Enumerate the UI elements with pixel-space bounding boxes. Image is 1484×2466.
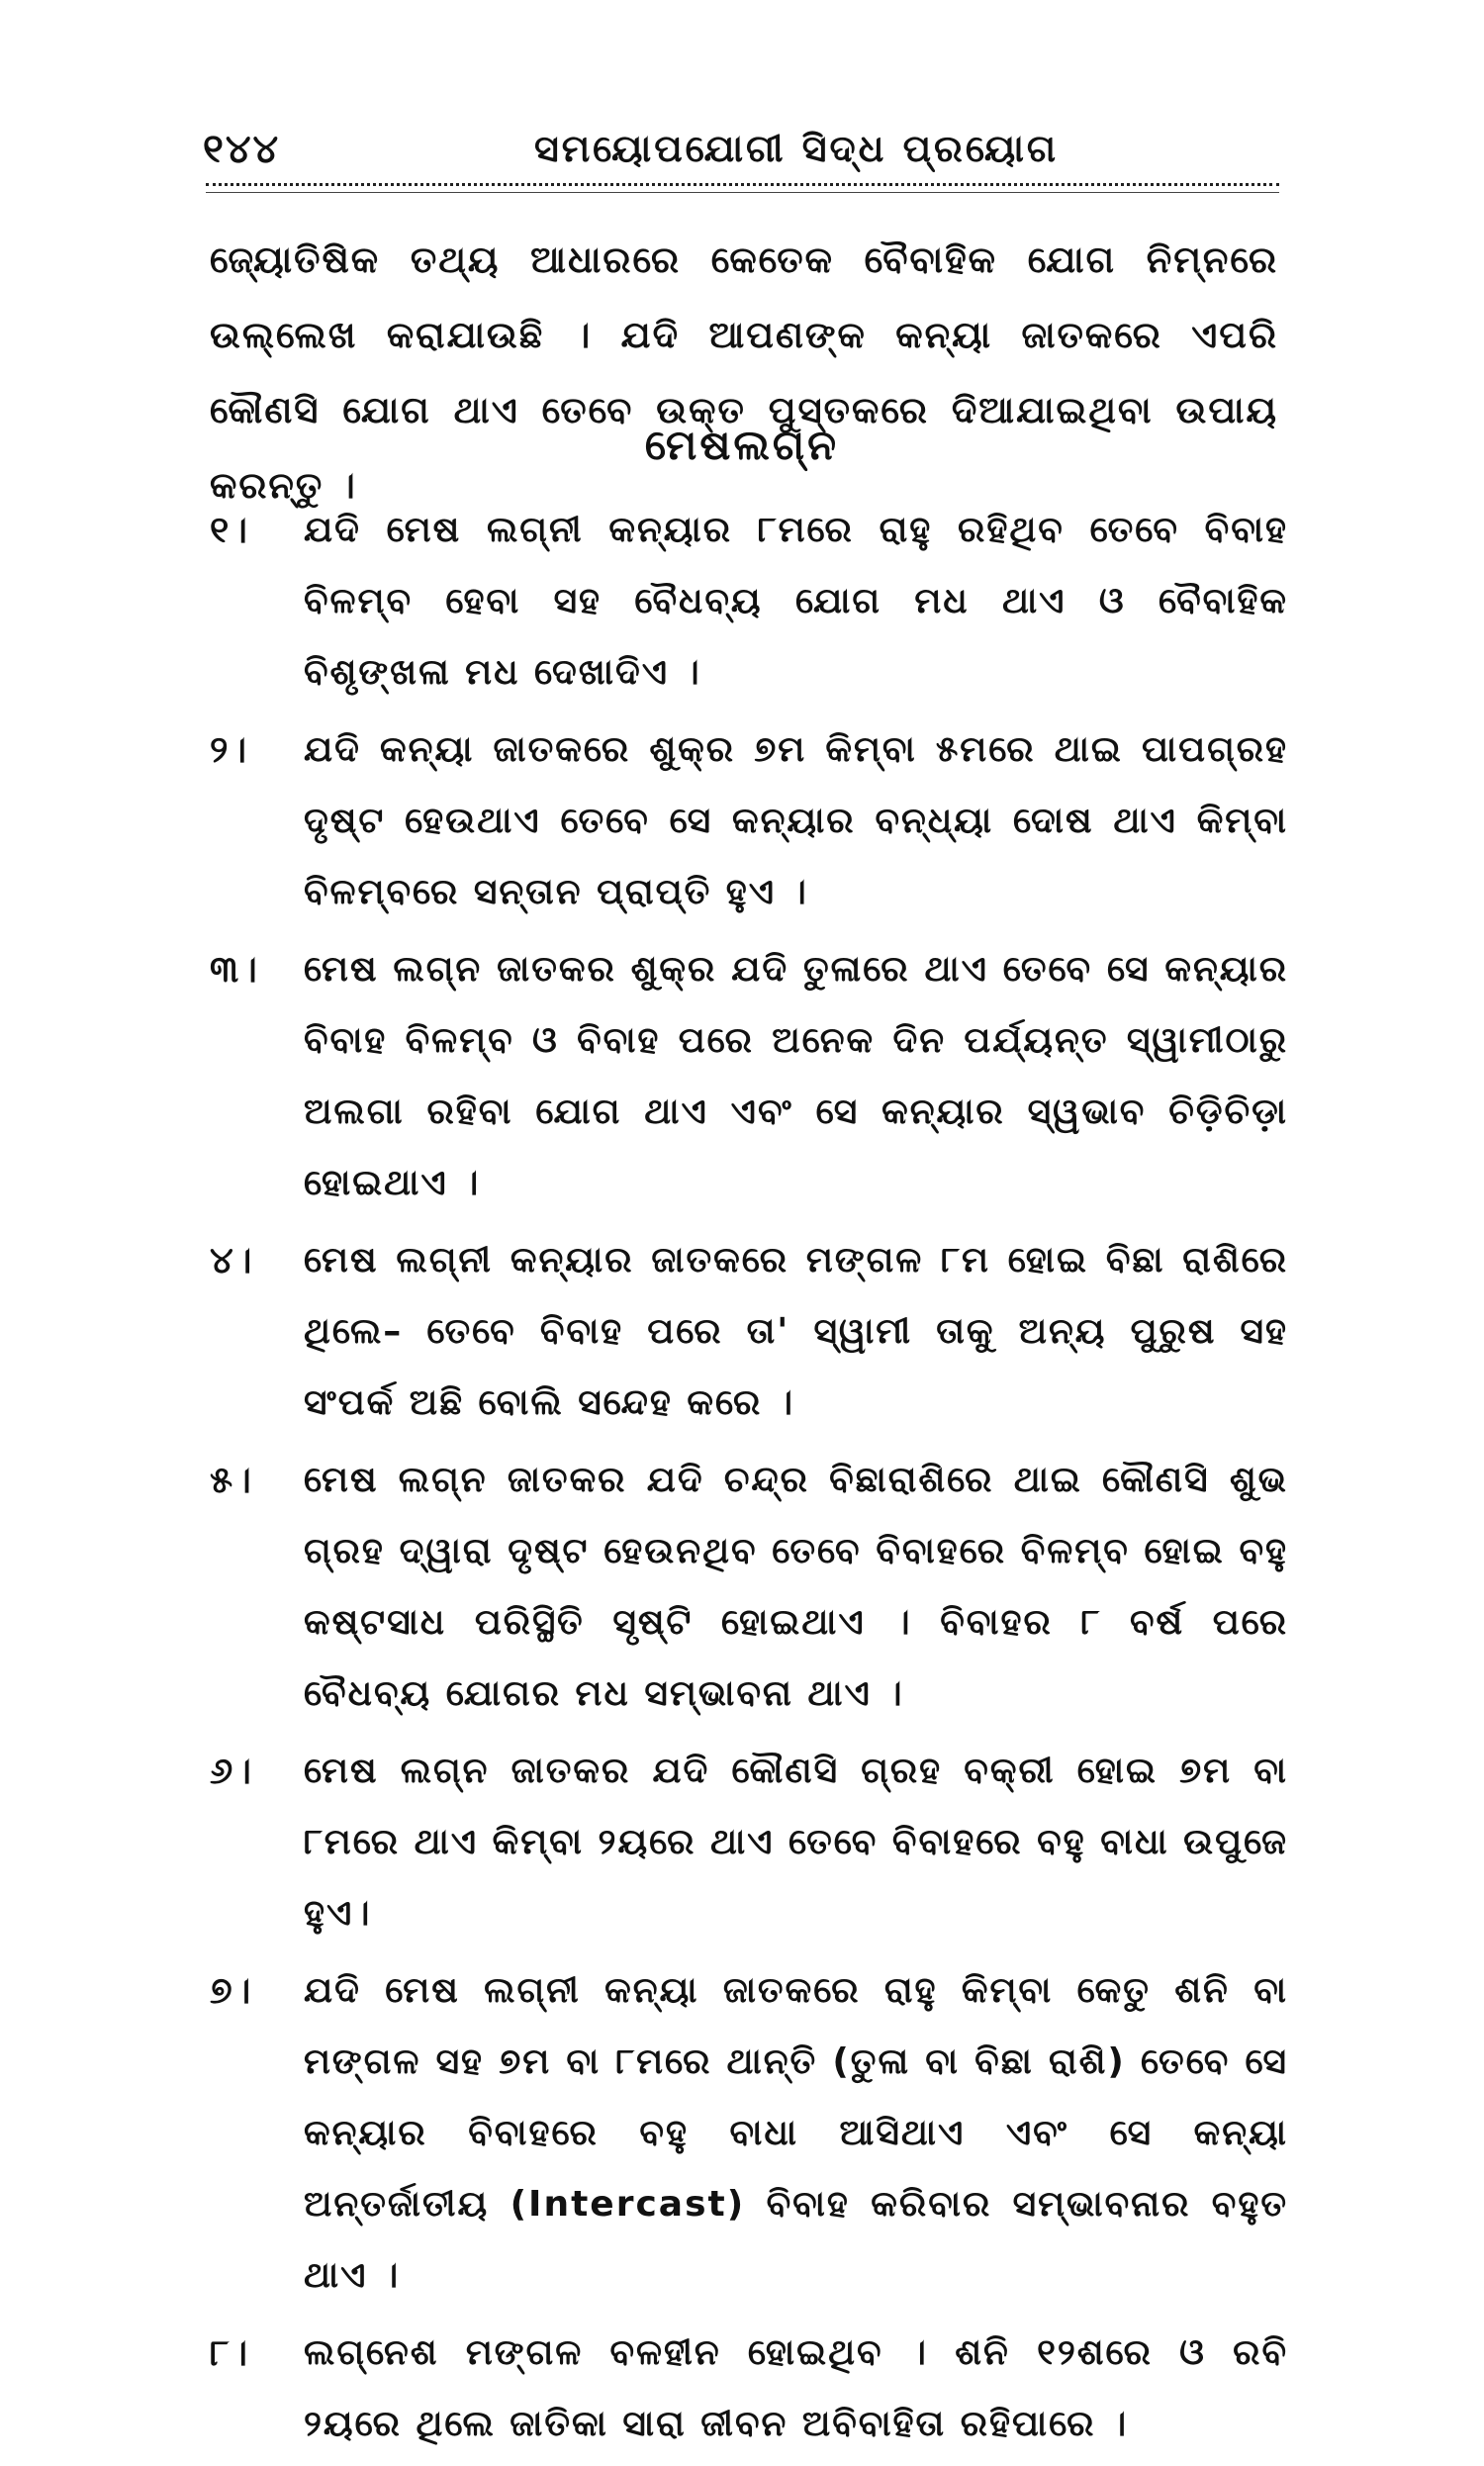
list-item	[210, 495, 1288, 709]
page-header	[203, 119, 1281, 178]
item-number: ୨।	[210, 728, 249, 771]
item-text: ମେଷ ଲଗ୍ନ ଜାତକର ଯଦି କୌଣସି ଗ୍ରହ ବକ୍ରୀ ହୋଇ ୭ମ ବା ୮ମରେ ଥାଏ କିମ୍ବା ୨ୟରେ ଥାଏ ତେବେ ବିବାହରେ ବହୁ ବାଧା ଉପୁଜେ ହୁଏ।	[304, 1751, 1288, 1934]
item-text: ଯଦି କନ୍ୟା ଜାତକରେ ଶୁକ୍ର ୭ମ କିମ୍ବା ୫ମରେ ଥାଇ ପାପଗ୍ରହ ଦୃଷ୍ଟ ହେଉଥାଏ ତେବେ ସେ କନ୍ୟାର ବନ୍ଧ୍ୟା ଦୋଷ ଥାଏ କିମ୍ବା ବିଳମ୍ବରେ ସନ୍ତାନ ପ୍ରାପ୍ତି ହୁଏ ।	[304, 729, 1288, 912]
item-text: ଯଦି ମେଷ ଲଗ୍ନୀ କନ୍ୟାର ୮ମରେ ରାହୁ ରହିଥିବ ତେବେ ବିବାହ ବିଳମ୍ବ ହେବା ସହ ବୈଧବ୍ୟ ଯୋଗ ମଧ ଥାଏ ଓ ବୈବାହିକ ବିଶୃଙ୍ଖଳା ମଧ ଦେଖାଦିଏ ।	[304, 510, 1288, 693]
list-item	[210, 2318, 1288, 2460]
section-title: ମେଷଲଗ୍ନ	[644, 421, 840, 469]
list-item	[210, 1445, 1288, 1730]
item-list	[210, 495, 1288, 2466]
list-item	[210, 714, 1288, 928]
list-item	[210, 1736, 1288, 1949]
list-item	[210, 934, 1288, 1219]
list-item	[210, 1955, 1288, 2312]
item-number: ୮।	[210, 2331, 249, 2374]
header-divider	[206, 183, 1279, 193]
item-number: ୪।	[210, 1239, 254, 1281]
item-number: ୬।	[210, 1750, 253, 1792]
item-text: ଯଦି ମେଷ ଲଗ୍ନୀ କନ୍ୟା ଜାତକରେ ରାହୁ କିମ୍ବା କେତୁ ଶନି ବା ମଙ୍ଗଳ ସହ ୭ମ ବା ୮ମରେ ଥାନ୍ତି (ତୁଳା ବା ବିଛା ରାଶି) ତେବେ ସେ କନ୍ୟାର ବିବାହରେ ବହୁ ବାଧା ଆସିଥାଏ ଏବଂ ସେ କନ୍ୟା ଅନ୍ତର୍ଜାତୀୟ (Intercast) ବିବାହ କରିବାର ସମ୍ଭାବନାର ବହୁତ ଥାଏ ।	[304, 1970, 1288, 2296]
item-text: ଲଗ୍ନେଶ ମଙ୍ଗଳ ବଳହୀନ ହୋଇଥିବ । ଶନି ୧୨ଶରେ ଓ ରବି ୨ୟରେ ଥିଲେ ଜାତିକା ସାରା ଜୀବନ ଅବିବାହିତା ରହିପାରେ ।	[304, 2332, 1288, 2444]
item-text: ମେଷ ଲଗ୍ନ ଜାତକର ଯଦି ଚନ୍ଦ୍ର ବିଛାରାଶିରେ ଥାଇ କୌଣସି ଶୁଭ ଗ୍ରହ ଦ୍ୱାରା ଦୃଷ୍ଟ ହେଉନଥିବ ତେବେ ବିବାହରେ ବିଳମ୍ବ ହୋଇ ବହୁ କଷ୍ଟସାଧ ପରିସ୍ଥିତି ସୃଷ୍ଟି ହୋଇଥାଏ । ବିବାହର ୮ ବର୍ଷ ପରେ ବୈଧବ୍ୟ ଯୋଗର ମଧ ସମ୍ଭାବନା ଥାଏ ।	[304, 1460, 1288, 1714]
page-number: ୧୪୪	[203, 127, 281, 172]
item-text: ମେଷ ଲଗ୍ନ ଜାତକର ଶୁକ୍ର ଯଦି ତୁଳାରେ ଥାଏ ତେବେ ସେ କନ୍ୟାର ବିବାହ ବିଳମ୍ବ ଓ ବିବାହ ପରେ ଅନେକ ଦିନ ପର୍ଯ୍ୟନ୍ତ ସ୍ୱାମୀଠାରୁ ଅଲଗା ରହିବା ଯୋଗ ଥାଏ ଏବଂ ସେ କନ୍ୟାର ସ୍ୱଭାବ ଚିଡ଼ିଚିଡ଼ା ହୋଇଥାଏ ।	[304, 949, 1288, 1203]
item-number: ୧।	[210, 509, 249, 551]
running-title: ସମୟୋପଯୋଗୀ ସିଦ୍ଧ ପ୍ରୟୋଗ	[533, 127, 1060, 170]
item-number: ୩।	[210, 948, 259, 991]
item-text: ମେଷ ଲଗ୍ନୀ କନ୍ୟାର ଜାତକରେ ମଙ୍ଗଳ ୮ମ ହୋଇ ବିଛା ରାଶିରେ ଥିଲେ– ତେବେ ବିବାହ ପରେ ତା' ସ୍ୱାମୀ ତାକୁ ଅନ୍ୟ ପୁରୁଷ ସହ ସଂପର୍କ ଅଛି ବୋଲି ସନ୍ଦେହ କରେ ।	[304, 1240, 1288, 1423]
intro-paragraph: ଜ୍ୟୋତିଷିକ ତଥ୍ୟ ଆଧାରରେ କେତେକ ବୈବାହିକ ଯୋଗ ନିମ୍ନରେ ଉଲ୍ଲେଖ କରାଯାଉଛି । ଯଦି ଆପଣଙ୍କ କନ୍ୟା ଜାତକରେ ଏପରି କୌଣସି ଯୋଗ ଥାଏ ତେବେ ଉକ୍ତ ପୁସ୍ତକରେ ଦିଆଯାଇଥିବା ଉପାୟ କରନ୍ତୁ ।	[210, 238, 1278, 507]
item-number: ୭।	[210, 1969, 253, 2012]
list-item	[210, 1225, 1288, 1439]
item-number: ୫।	[210, 1459, 253, 1501]
